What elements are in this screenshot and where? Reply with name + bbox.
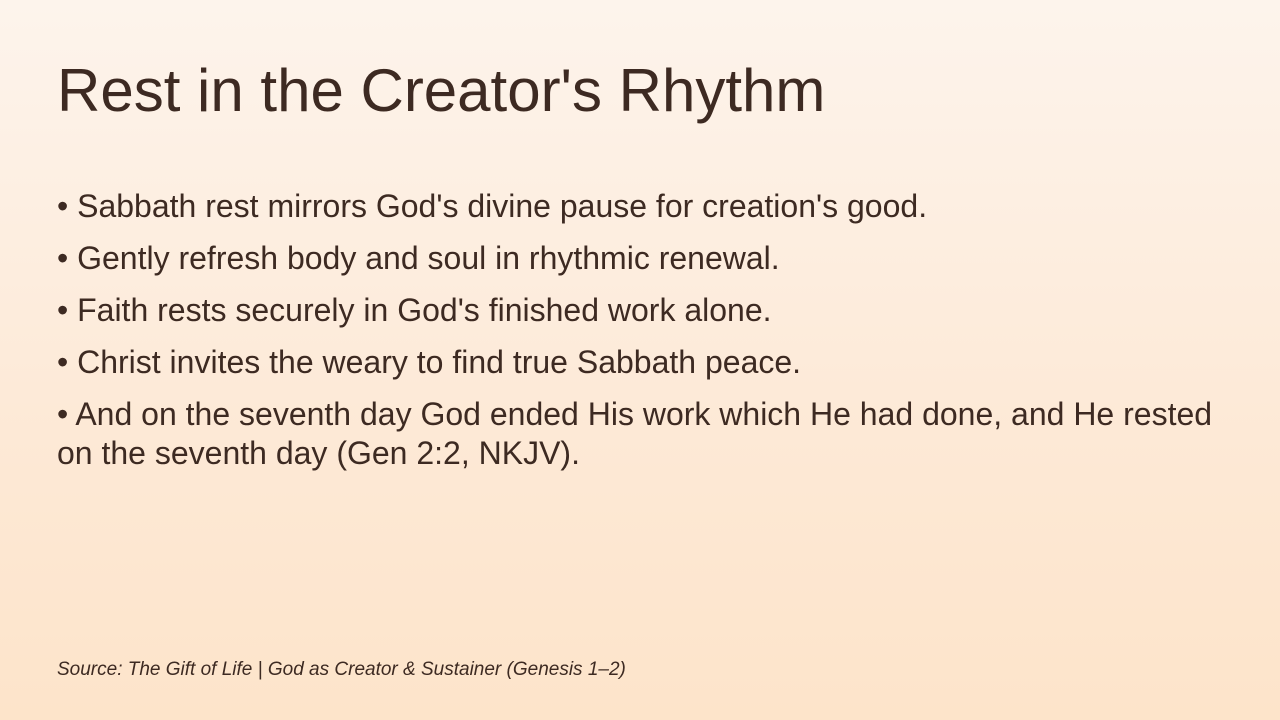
bullet-text: Christ invites the weary to find true Sabbath peace. <box>77 344 802 380</box>
bullet-text: Sabbath rest mirrors God's divine pause for creation's good. <box>77 188 928 224</box>
bullet-list <box>57 187 1227 486</box>
bullet-text: And on the seventh day God ended His work which He had done, and He rested on the seventh day (Gen 2:2, NKJV). <box>57 396 1213 471</box>
bullet-marker: • <box>57 240 69 276</box>
source-citation: Source: The Gift of Life | God as Creator & Sustainer (Genesis 1–2) <box>57 659 626 680</box>
bullet-marker: • <box>57 344 69 380</box>
bullet-text: Gently refresh body and soul in rhythmic renewal. <box>77 240 780 276</box>
bullet-marker: • <box>57 396 69 432</box>
slide-title: Rest in the Creator's Rhythm <box>57 57 826 124</box>
slide <box>57 0 1227 720</box>
bullet-marker: • <box>57 188 69 224</box>
bullet-marker: • <box>57 292 69 328</box>
bullet-item <box>57 187 1227 226</box>
bullet-item <box>57 239 1227 278</box>
bullet-text: Faith rests securely in God's finished work alone. <box>77 292 772 328</box>
bullet-item <box>57 395 1227 473</box>
bullet-item <box>57 291 1227 330</box>
bullet-item <box>57 343 1227 382</box>
